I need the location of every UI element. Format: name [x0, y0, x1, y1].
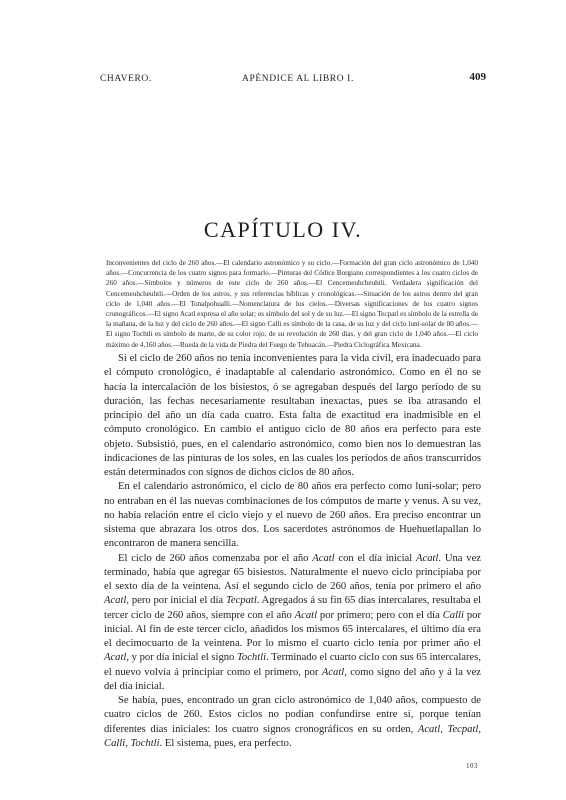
sign-name: Acatl — [104, 652, 127, 664]
text-run: Se había, pues, encontrado un gran ciclo astronómico de 1,040 años, compuesto de cuatro ciclos de 260. Estos ciclos no podían confundirse entre sí, porque tenían diferentes días iniciales: los cuatro signos cronográficos en su orden, — [104, 695, 481, 735]
text-run: , pero por inicial el día — [126, 595, 226, 607]
header-section: APÉNDICE AL LIBRO I. — [242, 74, 354, 84]
text-run: , como signo del año y á la vez del día inicial. — [104, 666, 481, 692]
sign-name: Tecpatl — [447, 723, 479, 735]
text-run: por primero; pero con el día — [317, 609, 443, 621]
summary-text: Inconvenientes del ciclo de 260 años.—El calendario astronómico y su ciclo.—Formación del gran ciclo astronómico de 1,040 años.—Concurrencia de los cuatro signos para formarlo.—Pinturas del Códice Borgiano correspondientes a los cuatro ciclos de 260 años.—Símbolos y números de este ciclo de 260 años.—El Cencemeuhcheuhtli. Verdadera significación del Cencemeuhcheuhtli.—Orden de los astros, y sus referencias bíblicas y cronológicas.—Situación de los astros dentro del gran ciclo de 1,040 años.—El Tonalpohualli.—Nomenclatura de los cielos.—Diversas significaciones de los cuatro signos cronográficos.—El signo Acatl expresa el año solar; es símbolo del sol y de su luz.—El signo Tecpatl es símbolo de la estrella de la mañana, de la luz y del ciclo de 260 años.—El signo Calli es símbolo de la casa, de su luz y del ciclo luni-solar de 80 años.—El signo Tochtli es símbolo de marte, de su color rojo, de su revolución de 260 días, y del gran ciclo de 1,040 años.—El ciclo máximo de 4,160 años.—Rueda de la vida de Piedra del Fuego de Tehuacán.—Piedra Ciclográfica Mexicana. — [106, 259, 478, 349]
sign-name: Acatl — [294, 609, 318, 621]
sign-name: Calli — [442, 609, 464, 621]
sign-name: Acatl — [312, 552, 335, 564]
paragraph-3 — [104, 552, 481, 695]
body-text — [104, 352, 481, 751]
text-run: . Terminado el cuarto ciclo con sus 65 intercalares, el nuevo volvía á principiar como el primero, por — [104, 652, 482, 678]
printer-signature: 103 — [466, 762, 478, 770]
text-run: con el día inicial — [334, 552, 417, 564]
chapter-title: CAPÍTULO IV. — [203, 217, 363, 242]
sign-name: Tecpatl — [225, 595, 257, 607]
sign-name: Acatl — [104, 595, 127, 607]
sign-name: Acatl — [417, 723, 441, 735]
text-run: . El sistema, pues, era perfecto. — [159, 737, 292, 749]
sign-name: Tochtli — [130, 737, 160, 749]
chapter-summary — [106, 258, 478, 350]
running-header — [96, 71, 486, 90]
page-number: 409 — [469, 71, 486, 83]
text-run: por inicial. Al fin de este tercer ciclo, añadidos los mismos 65 intercalares, el último día era el decimocuarto de la veintena. Por lo mismo el cuarto ciclo tenía por primer año el — [104, 609, 481, 649]
sign-name: Acatl — [321, 666, 345, 678]
text-run: , y por día inicial el signo — [126, 652, 237, 664]
text-run: . Agregados á su fin 65 días intercalares, resultaba el tercer ciclo de 260 años, siempre con el año — [104, 595, 482, 621]
sign-name: Tochtli — [236, 652, 267, 664]
paragraph-2: En el calendario astronómico, el ciclo de 80 años era perfecto como luni-solar; pero no entraban en él las nuevas combinaciones de los cómputos de marte y venus. A su vez, no había relación entre el ciclo viejo y el nuevo de 260 años. Era preciso encontrar un sistema que abrazara los otros dos. Los sacerdotes astrónomos de Huehuetlapallan lo encontraron de manera sencilla. — [104, 481, 481, 550]
sign-name: Calli — [104, 737, 126, 749]
paragraph-4 — [104, 694, 481, 751]
text-run: El ciclo de 260 años comenzaba por el año — [118, 552, 313, 564]
paragraph-1: Si el ciclo de 260 años no tenía inconvenientes para la vida civil, era inadecuado para el cómputo cronológico, é inadaptable al calendario astronómico. Como en él no se hacía la intercalación de los bisiestos, ó se agregaban después del largo período de su duración, las fechas necesariamente resultaban inexactas, pues se iba atrasando el principio del año un día cada cuatro. Esta falta de exactitud era inadmisible en el cómputo cronológico. En cambio el antiguo ciclo de 80 años era perfecto para este objeto. Subsistió, pues, en el calendario astronómico, como bien nos lo demuestran las indicaciones de las pinturas de los soles, en las cuales los períodos de años transcurridos están determinados con signos de dichos ciclos de 80 años. — [104, 353, 481, 478]
header-author: CHAVERO. — [100, 74, 152, 84]
sign-name: Acatl — [416, 552, 439, 564]
separator: , — [440, 723, 448, 735]
separator: , — [125, 737, 131, 749]
separator: , — [478, 723, 481, 735]
text-run: . Una vez terminado, había que agregar 65 bisiestos. Naturalmente el nuevo ciclo principiaba por el sexto día de la veintena. Así el segundo ciclo de 260 años, tenía por primero el año — [104, 552, 481, 592]
